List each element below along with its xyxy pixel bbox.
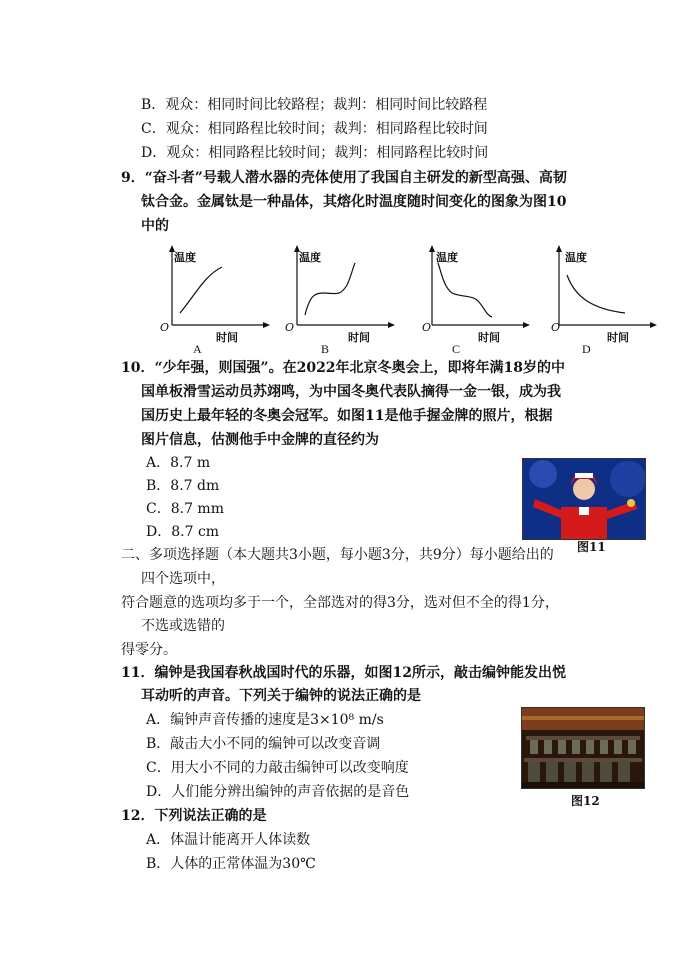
q10-text-line2: 国单板滑雪运动员苏翊鸣，为中国冬奥代表队摘得一金一银，成为我 xyxy=(141,384,561,400)
q11-option-b: B．敲击大小不同的编钟可以改变音调 xyxy=(146,736,381,752)
graph-a-origin: O xyxy=(160,321,170,334)
graph-a-ylabel: 温度 xyxy=(174,251,196,264)
q11-text-line2: 耳动听的声音。下列关于编钟的说法正确的是 xyxy=(141,688,421,704)
q11-option-d: D．人们能分辨出编钟的声音依据的是音色 xyxy=(146,784,410,800)
q10-text-line3: 国历史上最年轻的冬奥会冠军。如图11是他手握金牌的照片，根据 xyxy=(141,408,553,424)
figure-11-caption: 图11 xyxy=(577,540,606,554)
graph-b-ylabel: 温度 xyxy=(299,251,321,264)
figure-12-photo xyxy=(521,707,645,789)
section2-line2: 四个选项中， xyxy=(141,571,225,587)
q10-option-c: C．8.7 mm xyxy=(146,501,224,517)
graph-d-origin: O xyxy=(551,321,561,334)
q9-text-line3: 中的 xyxy=(141,218,169,234)
q10-option-a: A．8.7 m xyxy=(146,455,211,471)
q9-text-line2: 钛合金。金属钛是一种晶体，其熔化时温度随时间变化的图象为图10 xyxy=(141,194,567,210)
graph-c-curve xyxy=(438,263,492,317)
graph-a-label: A xyxy=(193,342,202,356)
athlete-medal-image xyxy=(523,459,645,539)
graph-d-xlabel: 时间 xyxy=(607,331,629,344)
q10-option-b: B．8.7 dm xyxy=(146,478,220,494)
graph-b-label: B xyxy=(321,342,330,356)
q8-option-c: C．观众：相同路程比较时间；裁判：相同路程比较时间 xyxy=(141,121,488,137)
graph-d-svg xyxy=(547,245,657,335)
q10-option-d: D．8.7 cm xyxy=(146,524,220,540)
q12-option-b: B．人体的正常体温为30℃ xyxy=(146,856,316,872)
q11-option-a: A．编钟声音传播的速度是3×10⁸ m/s xyxy=(146,712,384,728)
q12-text-line1: 12．下列说法正确的是 xyxy=(121,808,267,824)
section2-line3: 符合题意的选项均多于一个，全部选对的得3分，选对但不全的得1分， xyxy=(121,595,559,611)
figure-12-caption: 图12 xyxy=(571,794,600,808)
graph-b-xlabel: 时间 xyxy=(348,331,370,344)
q8-option-b: B．观众：相同时间比较路程；裁判：相同时间比较路程 xyxy=(141,97,488,113)
graph-d-ylabel: 温度 xyxy=(565,251,587,264)
q12-option-a: A．体温计能离开人体读数 xyxy=(146,832,311,848)
figure-11-photo xyxy=(522,458,646,540)
q10-text-line4: 图片信息，估测他手中金牌的直径约为 xyxy=(141,432,379,448)
graph-a-curve xyxy=(180,267,222,313)
section2-line4: 不选或选错的 xyxy=(141,618,225,634)
graph-c-label: C xyxy=(452,342,461,356)
graph-a xyxy=(160,245,270,345)
section2-line1: 二、多项选择题（本大题共3小题，每小题3分，共9分）每小题给出的 xyxy=(121,547,554,563)
bianzhong-bells-image xyxy=(522,708,644,788)
graph-b-origin: O xyxy=(285,321,295,334)
graph-d-curve xyxy=(567,275,625,313)
q9-text-line1: 9．“奋斗者”号载人潜水器的壳体使用了我国自主研发的新型高强、高韧 xyxy=(121,170,567,186)
graph-a-xlabel: 时间 xyxy=(216,331,238,344)
q8-option-d: D．观众：相同路程比较时间；裁判：相同路程比较时间 xyxy=(141,145,489,161)
q11-option-c: C．用大小不同的力敲击编钟可以改变响度 xyxy=(146,760,409,776)
graph-c-origin: O xyxy=(422,321,432,334)
graph-c-ylabel: 温度 xyxy=(436,251,458,264)
graph-b-curve xyxy=(305,263,355,315)
graph-d-label: D xyxy=(582,342,591,356)
graph-c-xlabel: 时间 xyxy=(478,331,500,344)
q10-text-line1: 10．“少年强，则国强”。在2022年北京冬奥会上，即将年满18岁的中 xyxy=(121,360,566,376)
graph-c xyxy=(420,245,530,345)
graph-b xyxy=(285,245,395,345)
section2-line5: 得零分。 xyxy=(121,642,177,658)
q11-text-line1: 11．编钟是我国春秋战国时代的乐器，如图12所示，敲击编钟能发出悦 xyxy=(121,665,566,681)
graph-d xyxy=(547,245,657,345)
